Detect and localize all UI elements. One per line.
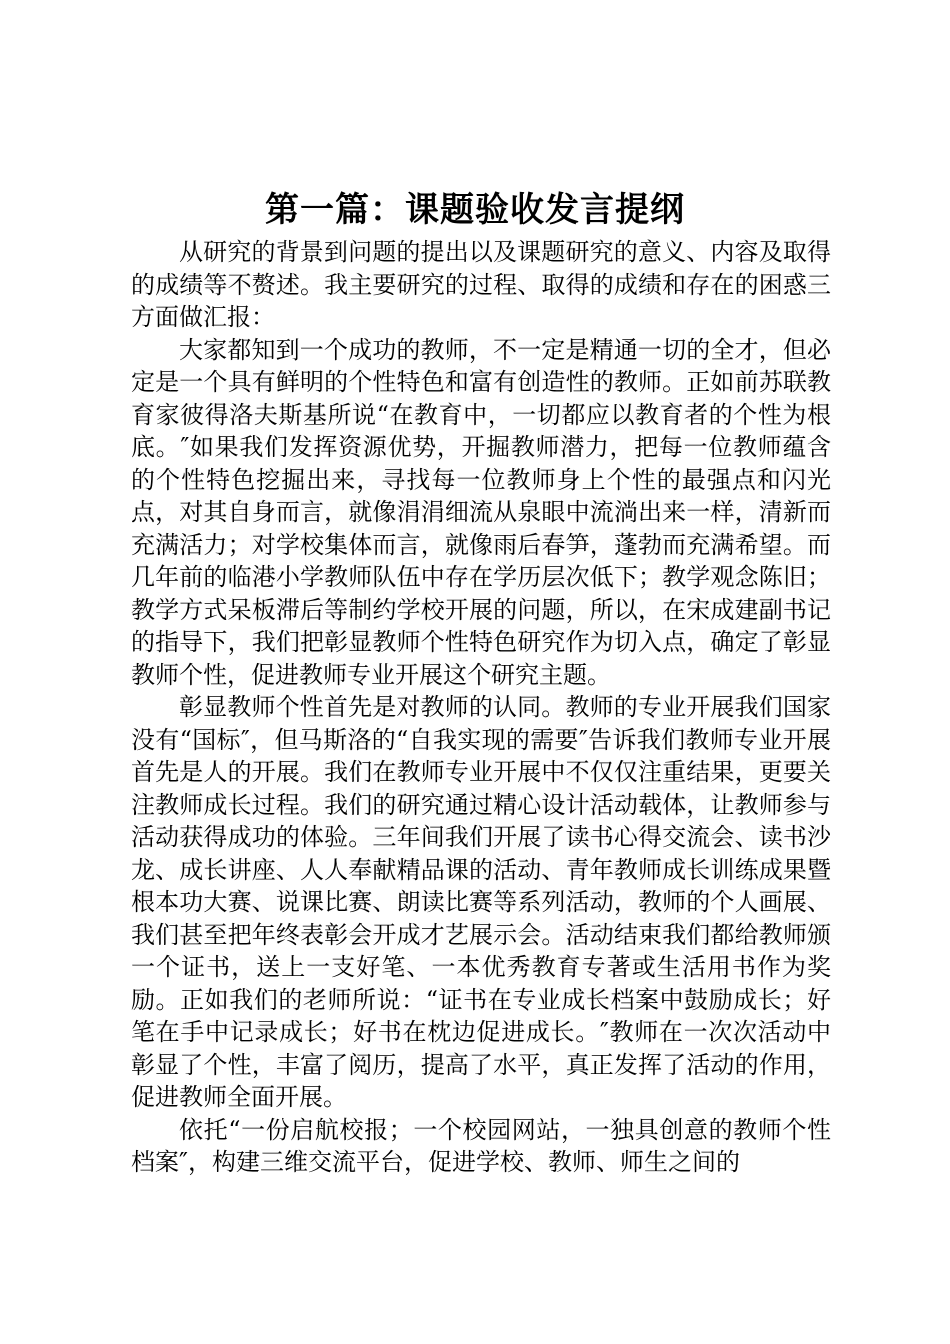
document-body	[131, 236, 831, 1179]
document-title: 第一篇：课题验收发言提纲	[265, 190, 685, 230]
paragraph: 从研究的背景到问题的提出以及课题研究的意义、内容及取得的成绩等不赘述。我主要研究的过程、取得的成绩和存在的困惑三方面做汇报：	[131, 238, 831, 331]
paragraph: 彰显教师个性首先是对教师的认同。教师的专业开展我们国家没有“国标″，但马斯洛的“自我实现的需要″告诉我们教师专业开展首先是人的开展。我们在教师专业开展中不仅仅注重结果，更要关注教师成长过程。我们的研究通过精心设计活动载体，让教师参与活动获得成功的体验。三年间我们开展了读书心得交流会、读书沙龙、成长讲座、人人奉献精品课的活动、青年教师成长训练成果暨根本功大赛、说课比赛、朗读比赛等系列活动，教师的个人画展、我们甚至把年终表彰会开成才艺展示会。活动结束我们都给教师颁一个证书，送上一支好笔、一本优秀教育专著或生活用书作为奖励。正如我们的老师所说：“证书在专业成长档案中鼓励成长；好笔在手中记录成长；好书在枕边促进成长。″教师在一次次活动中彰显了个性，丰富了阅历，提高了水平，真正发挥了活动的作用，促进教师全面开展。	[131, 693, 831, 1111]
paragraph: 依托“一份启航校报；一个校园网站，一独具创意的教师个性档案″，构建三维交流平台，促进学校、教师、师生之间的	[131, 1115, 831, 1176]
paragraph: 大家都知到一个成功的教师，不一定是精通一切的全才，但必定是一个具有鲜明的个性特色和富有创造性的教师。正如前苏联教育家彼得洛夫斯基所说“在教育中，一切都应以教育者的个性为根底。″如果我们发挥资源优势，开掘教师潜力，把每一位教师蕴含的个性特色挖掘出来，寻找每一位教师身上个性的最强点和闪光点，对其自身而言，就像涓涓细流从泉眼中流淌出来一样，清新而充满活力；对学校集体而言，就像雨后春笋，蓬勃而充满希望。而几年前的临港小学教师队伍中存在学历层次低下；教学观念陈旧；教学方式呆板滞后等制约学校开展的问题，所以，在宋成建副书记的指导下，我们把彰显教师个性特色研究作为切入点，确定了彰显教师个性，促进教师专业开展这个研究主题。	[131, 335, 831, 689]
